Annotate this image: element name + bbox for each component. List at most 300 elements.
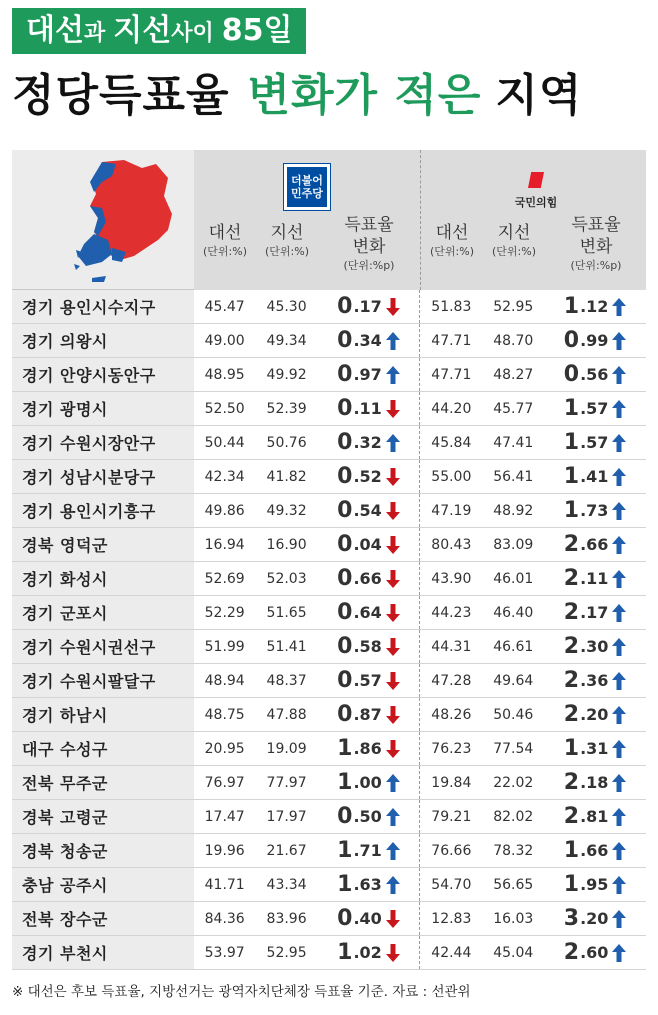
ppp-pres-value: 79.21 xyxy=(431,808,472,825)
region-name: 경기 화성시 xyxy=(12,562,194,595)
dem-change-integer: 0 xyxy=(337,464,353,489)
dem-local-value: 52.03 xyxy=(266,570,307,587)
ppp-change-integer: 2 xyxy=(563,532,580,557)
ppp-change-cell xyxy=(544,906,646,931)
ppp-change-decimal: .57 xyxy=(580,433,609,452)
dem-change-cell xyxy=(318,702,420,727)
up-arrow-icon xyxy=(612,944,626,962)
ppp-logo-text: 국민의힘 xyxy=(514,196,558,209)
ppp-pres-value: 44.20 xyxy=(431,400,472,417)
dem-change-cell xyxy=(318,566,420,591)
ppp-change-cell xyxy=(544,396,646,421)
ppp-change-cell xyxy=(544,498,646,523)
data-table xyxy=(12,150,646,970)
ppp-local-value: 46.01 xyxy=(493,570,534,587)
ppp-pres-value: 47.71 xyxy=(431,332,472,349)
dem-local-value: 50.76 xyxy=(266,434,307,451)
down-arrow-icon xyxy=(386,468,400,486)
dem-change-decimal: .54 xyxy=(353,501,382,520)
dem-local-value: 83.96 xyxy=(266,910,307,927)
ppp-pres-value: 48.26 xyxy=(431,706,472,723)
dem-change-cell xyxy=(318,532,420,557)
dem-change-decimal: .00 xyxy=(353,773,382,792)
dem-logo-line1: 더불어 xyxy=(291,174,323,187)
region-name: 대구 수성구 xyxy=(12,732,194,765)
dem-change-integer: 0 xyxy=(337,498,353,523)
region-name: 경북 고령군 xyxy=(12,800,194,833)
up-arrow-icon xyxy=(612,536,626,554)
down-arrow-icon xyxy=(386,910,400,928)
ppp-pres-value: 51.83 xyxy=(431,298,472,315)
dem-change-decimal: .02 xyxy=(353,943,382,962)
ppp-local-value: 83.09 xyxy=(493,536,534,553)
down-arrow-icon xyxy=(386,944,400,962)
ppp-change-decimal: .12 xyxy=(580,297,609,316)
ppp-local-value: 46.40 xyxy=(493,604,534,621)
ppp-col-local-unit: (단위:%) xyxy=(492,245,536,258)
dem-local-value: 77.97 xyxy=(266,774,307,791)
table-row xyxy=(12,868,646,902)
dem-change-decimal: .66 xyxy=(353,569,382,588)
dem-pres-value: 76.97 xyxy=(204,774,245,791)
ppp-pres-value: 55.00 xyxy=(431,468,472,485)
dem-change-cell xyxy=(318,362,420,387)
dem-pres-value: 49.00 xyxy=(204,332,245,349)
ppp-pres-value: 76.23 xyxy=(431,740,472,757)
ppp-local-value: 46.61 xyxy=(493,638,534,655)
dem-local-value: 49.34 xyxy=(266,332,307,349)
dem-change-cell xyxy=(318,770,420,795)
ppp-change-decimal: .81 xyxy=(580,807,609,826)
table-row xyxy=(12,732,646,766)
ppp-local-value: 45.04 xyxy=(493,944,534,961)
ppp-col-change-unit: (단위:%p) xyxy=(570,259,622,272)
ppp-change-cell xyxy=(544,600,646,625)
region-name: 충남 공주시 xyxy=(12,868,194,901)
table-row xyxy=(12,358,646,392)
dem-change-integer: 1 xyxy=(337,770,353,795)
down-arrow-icon xyxy=(386,502,400,520)
up-arrow-icon xyxy=(612,672,626,690)
ppp-change-integer: 2 xyxy=(563,804,580,829)
ppp-col-change-label2: 변화 xyxy=(579,237,613,257)
region-name: 경기 의왕시 xyxy=(12,324,194,357)
ppp-local-value: 52.95 xyxy=(493,298,534,315)
dem-col-change-unit: (단위:%p) xyxy=(343,259,395,272)
ppp-change-integer: 2 xyxy=(563,770,580,795)
ppp-change-decimal: .20 xyxy=(580,909,609,928)
ppp-change-decimal: .66 xyxy=(580,841,609,860)
ppp-change-cell xyxy=(544,838,646,863)
ppp-change-decimal: .17 xyxy=(580,603,609,622)
ppp-change-decimal: .36 xyxy=(580,671,609,690)
ppp-pres-value: 43.90 xyxy=(431,570,472,587)
ppp-change-cell xyxy=(544,362,646,387)
ppp-change-decimal: .73 xyxy=(580,501,609,520)
table-row xyxy=(12,766,646,800)
ppp-change-decimal: .20 xyxy=(580,705,609,724)
region-name: 경기 군포시 xyxy=(12,596,194,629)
dem-local-value: 19.09 xyxy=(266,740,307,757)
dem-change-cell xyxy=(318,906,420,931)
banner-word-local: 지선 xyxy=(113,13,172,48)
up-arrow-icon xyxy=(386,332,400,350)
ppp-change-cell xyxy=(544,634,646,659)
up-arrow-icon xyxy=(612,842,626,860)
ppp-change-cell xyxy=(544,566,646,591)
ppp-local-value: 22.02 xyxy=(493,774,534,791)
ppp-change-decimal: .31 xyxy=(580,739,609,758)
ppp-change-integer: 2 xyxy=(563,634,580,659)
ppp-pres-value: 76.66 xyxy=(431,842,472,859)
dem-change-integer: 0 xyxy=(337,702,353,727)
down-arrow-icon xyxy=(386,638,400,656)
up-arrow-icon xyxy=(612,434,626,452)
dem-col-change xyxy=(318,214,420,274)
table-body xyxy=(12,290,646,970)
ppp-mark-icon xyxy=(528,172,544,188)
up-arrow-icon xyxy=(612,400,626,418)
up-arrow-icon xyxy=(612,570,626,588)
region-name: 전북 장수군 xyxy=(12,902,194,935)
ppp-pres-value: 44.31 xyxy=(431,638,472,655)
up-arrow-icon xyxy=(386,842,400,860)
ppp-col-pres-label: 대선 xyxy=(435,223,469,243)
dem-change-cell xyxy=(318,464,420,489)
up-arrow-icon xyxy=(612,740,626,758)
dem-col-local-label: 지선 xyxy=(270,223,304,243)
dem-pres-value: 19.96 xyxy=(204,842,245,859)
ppp-pres-value: 42.44 xyxy=(431,944,472,961)
dem-change-cell xyxy=(318,634,420,659)
banner-word-days: 85일 xyxy=(221,13,293,48)
dem-change-cell xyxy=(318,430,420,455)
ppp-pres-value: 54.70 xyxy=(431,876,472,893)
banner-word-between: 사이 xyxy=(171,21,214,46)
down-arrow-icon xyxy=(386,298,400,316)
banner-word-presidential: 대선 xyxy=(26,13,84,48)
ppp-local-value: 47.41 xyxy=(493,434,534,451)
table-row xyxy=(12,902,646,936)
dem-col-local xyxy=(256,222,318,260)
ppp-change-decimal: .95 xyxy=(580,875,609,894)
up-arrow-icon xyxy=(386,366,400,384)
ppp-change-decimal: .66 xyxy=(580,535,609,554)
region-name: 경기 안양시동안구 xyxy=(12,358,194,391)
ppp-change-cell xyxy=(544,464,646,489)
up-arrow-icon xyxy=(386,434,400,452)
ppp-change-integer: 0 xyxy=(563,362,580,387)
ppp-change-integer: 1 xyxy=(563,430,580,455)
up-arrow-icon xyxy=(612,298,626,316)
ppp-change-cell xyxy=(544,532,646,557)
down-arrow-icon xyxy=(386,706,400,724)
ppp-col-change xyxy=(545,214,647,274)
dem-pres-value: 49.86 xyxy=(204,502,245,519)
up-arrow-icon xyxy=(612,774,626,792)
region-name: 경기 성남시분당구 xyxy=(12,460,194,493)
down-arrow-icon xyxy=(386,740,400,758)
dem-change-cell xyxy=(318,668,420,693)
footnote: ※ 대선은 후보 득표율, 지방선거는 광역자치단체장 득표율 기준. 자료 : 선관위 xyxy=(12,984,471,1000)
up-arrow-icon xyxy=(612,366,626,384)
dem-change-decimal: .97 xyxy=(353,365,382,384)
dem-local-value: 52.95 xyxy=(266,944,307,961)
ppp-pres-value: 47.19 xyxy=(431,502,472,519)
ppp-local-value: 48.92 xyxy=(493,502,534,519)
dem-pres-value: 48.95 xyxy=(204,366,245,383)
title-part-1: 정당득표율 xyxy=(12,70,230,121)
region-name: 경기 광명시 xyxy=(12,392,194,425)
region-name: 경북 영덕군 xyxy=(12,528,194,561)
dem-local-value: 49.92 xyxy=(266,366,307,383)
banner-word-and: 과 xyxy=(83,21,106,46)
dem-pres-value: 52.29 xyxy=(204,604,245,621)
ppp-local-value: 45.77 xyxy=(493,400,534,417)
ppp-pres-value: 45.84 xyxy=(431,434,472,451)
ppp-change-cell xyxy=(544,940,646,965)
ppp-pres-value: 80.43 xyxy=(431,536,472,553)
dem-pres-value: 42.34 xyxy=(204,468,245,485)
ppp-change-cell xyxy=(544,872,646,897)
democratic-party-header xyxy=(194,150,420,290)
dem-change-integer: 0 xyxy=(337,804,353,829)
region-name: 경북 청송군 xyxy=(12,834,194,867)
ppp-change-decimal: .60 xyxy=(580,943,609,962)
region-name: 전북 무주군 xyxy=(12,766,194,799)
ppp-change-decimal: .57 xyxy=(580,399,609,418)
dem-col-pres-unit: (단위:%) xyxy=(203,245,247,258)
region-name: 경기 수원시권선구 xyxy=(12,630,194,663)
dem-change-decimal: .32 xyxy=(353,433,382,452)
dem-change-cell xyxy=(318,736,420,761)
table-row xyxy=(12,392,646,426)
ppp-local-value: 78.32 xyxy=(493,842,534,859)
title-part-2: 변화가 적은 xyxy=(247,70,482,121)
ppp-change-cell xyxy=(544,736,646,761)
ppp-local-value: 82.02 xyxy=(493,808,534,825)
dem-change-integer: 1 xyxy=(337,940,353,965)
dem-pres-value: 52.69 xyxy=(204,570,245,587)
up-arrow-icon xyxy=(612,502,626,520)
down-arrow-icon xyxy=(386,604,400,622)
header-banner xyxy=(12,8,306,54)
dem-pres-value: 41.71 xyxy=(204,876,245,893)
up-arrow-icon xyxy=(612,706,626,724)
ppp-change-integer: 1 xyxy=(563,872,580,897)
ppp-pres-value: 44.23 xyxy=(431,604,472,621)
ppp-change-decimal: .30 xyxy=(580,637,609,656)
up-arrow-icon xyxy=(612,468,626,486)
down-arrow-icon xyxy=(386,400,400,418)
dem-change-cell xyxy=(318,838,420,863)
ppp-change-decimal: .41 xyxy=(580,467,609,486)
dem-change-decimal: .71 xyxy=(353,841,382,860)
table-row xyxy=(12,460,646,494)
ppp-party-header xyxy=(420,150,646,290)
ppp-party-logo xyxy=(501,172,571,212)
dem-change-integer: 1 xyxy=(337,838,353,863)
ppp-change-integer: 2 xyxy=(563,566,580,591)
ppp-local-value: 56.41 xyxy=(493,468,534,485)
table-row xyxy=(12,800,646,834)
dem-local-value: 51.65 xyxy=(266,604,307,621)
dem-pres-value: 16.94 xyxy=(204,536,245,553)
ppp-local-value: 50.46 xyxy=(493,706,534,723)
dem-change-integer: 0 xyxy=(337,668,353,693)
table-row xyxy=(12,426,646,460)
dem-change-integer: 0 xyxy=(337,328,353,353)
ppp-pres-value: 47.28 xyxy=(431,672,472,689)
dem-local-value: 21.67 xyxy=(266,842,307,859)
dem-change-cell xyxy=(318,328,420,353)
ppp-pres-value: 19.84 xyxy=(431,774,472,791)
dem-change-decimal: .40 xyxy=(353,909,382,928)
dem-col-change-label2: 변화 xyxy=(352,237,386,257)
ppp-change-integer: 3 xyxy=(563,906,580,931)
dem-change-integer: 1 xyxy=(337,872,353,897)
dem-change-integer: 0 xyxy=(337,430,353,455)
dem-change-cell xyxy=(318,294,420,319)
title-part-3: 지역 xyxy=(495,70,583,121)
dem-change-decimal: .64 xyxy=(353,603,382,622)
dem-local-value: 48.37 xyxy=(266,672,307,689)
up-arrow-icon xyxy=(612,808,626,826)
dem-change-decimal: .52 xyxy=(353,467,382,486)
dem-local-value: 43.34 xyxy=(266,876,307,893)
ppp-change-decimal: .18 xyxy=(580,773,609,792)
dem-col-change-label1: 득표율 xyxy=(344,215,394,235)
dem-change-decimal: .04 xyxy=(353,535,382,554)
ppp-local-value: 48.27 xyxy=(493,366,534,383)
dem-pres-value: 53.97 xyxy=(204,944,245,961)
ppp-change-integer: 1 xyxy=(563,736,580,761)
dem-change-integer: 0 xyxy=(337,906,353,931)
ppp-col-change-label1: 득표율 xyxy=(571,215,621,235)
dem-col-local-unit: (단위:%) xyxy=(265,245,309,258)
ppp-pres-value: 12.83 xyxy=(431,910,472,927)
ppp-change-cell xyxy=(544,668,646,693)
dem-pres-value: 51.99 xyxy=(204,638,245,655)
dem-change-decimal: .86 xyxy=(353,739,382,758)
ppp-pres-value: 47.71 xyxy=(431,366,472,383)
up-arrow-icon xyxy=(612,638,626,656)
dem-logo-line2: 민주당 xyxy=(291,187,323,200)
up-arrow-icon xyxy=(386,876,400,894)
region-name: 경기 용인시기흥구 xyxy=(12,494,194,527)
dem-change-cell xyxy=(318,872,420,897)
ppp-change-cell xyxy=(544,430,646,455)
ppp-change-decimal: .99 xyxy=(580,331,609,350)
table-row xyxy=(12,664,646,698)
dem-change-integer: 0 xyxy=(337,294,353,319)
dem-local-value: 52.39 xyxy=(266,400,307,417)
ppp-change-cell xyxy=(544,770,646,795)
dem-change-decimal: .87 xyxy=(353,705,382,724)
table-row xyxy=(12,494,646,528)
dem-pres-value: 17.47 xyxy=(204,808,245,825)
ppp-change-integer: 1 xyxy=(563,396,580,421)
ppp-change-integer: 1 xyxy=(563,838,580,863)
dem-local-value: 51.41 xyxy=(266,638,307,655)
table-row xyxy=(12,596,646,630)
table-row xyxy=(12,834,646,868)
dem-change-cell xyxy=(318,498,420,523)
region-name: 경기 하남시 xyxy=(12,698,194,731)
ppp-col-local-label: 지선 xyxy=(497,223,531,243)
ppp-change-integer: 2 xyxy=(563,702,580,727)
dem-change-decimal: .50 xyxy=(353,807,382,826)
dem-pres-value: 48.94 xyxy=(204,672,245,689)
table-row xyxy=(12,936,646,970)
dem-change-integer: 0 xyxy=(337,362,353,387)
down-arrow-icon xyxy=(386,672,400,690)
ppp-change-integer: 1 xyxy=(563,498,580,523)
ppp-local-value: 56.65 xyxy=(493,876,534,893)
region-name: 경기 수원시팔달구 xyxy=(12,664,194,697)
ppp-change-cell xyxy=(544,702,646,727)
ppp-local-value: 16.03 xyxy=(493,910,534,927)
korea-map-icon xyxy=(72,156,182,284)
dem-change-decimal: .17 xyxy=(353,297,382,316)
ppp-change-integer: 1 xyxy=(563,294,580,319)
dem-local-value: 16.90 xyxy=(266,536,307,553)
dem-local-value: 41.82 xyxy=(266,468,307,485)
region-name: 경기 용인시수지구 xyxy=(12,290,194,323)
dem-change-cell xyxy=(318,804,420,829)
table-row xyxy=(12,698,646,732)
dem-pres-value: 84.36 xyxy=(204,910,245,927)
up-arrow-icon xyxy=(612,332,626,350)
dem-col-pres-label: 대선 xyxy=(208,223,242,243)
table-row xyxy=(12,528,646,562)
ppp-change-decimal: .11 xyxy=(580,569,609,588)
dem-change-integer: 1 xyxy=(337,736,353,761)
ppp-change-integer: 0 xyxy=(563,328,580,353)
dem-pres-value: 20.95 xyxy=(204,740,245,757)
up-arrow-icon xyxy=(612,604,626,622)
page-title xyxy=(12,66,582,126)
dem-change-decimal: .58 xyxy=(353,637,382,656)
table-header xyxy=(12,150,646,290)
ppp-change-cell xyxy=(544,294,646,319)
dem-change-integer: 0 xyxy=(337,532,353,557)
table-row xyxy=(12,562,646,596)
up-arrow-icon xyxy=(386,808,400,826)
ppp-change-integer: 2 xyxy=(563,940,580,965)
dem-local-value: 49.32 xyxy=(266,502,307,519)
dem-change-cell xyxy=(318,940,420,965)
ppp-local-value: 77.54 xyxy=(493,740,534,757)
ppp-change-integer: 1 xyxy=(563,464,580,489)
dem-change-integer: 0 xyxy=(337,566,353,591)
dem-change-cell xyxy=(318,396,420,421)
ppp-local-value: 49.64 xyxy=(493,672,534,689)
dem-local-value: 17.97 xyxy=(266,808,307,825)
dem-change-decimal: .63 xyxy=(353,875,382,894)
up-arrow-icon xyxy=(612,910,626,928)
ppp-col-pres-unit: (단위:%) xyxy=(430,245,474,258)
dem-pres-value: 45.47 xyxy=(204,298,245,315)
table-row xyxy=(12,290,646,324)
down-arrow-icon xyxy=(386,536,400,554)
ppp-change-cell xyxy=(544,804,646,829)
dem-change-integer: 0 xyxy=(337,600,353,625)
dem-change-integer: 0 xyxy=(337,634,353,659)
dem-change-cell xyxy=(318,600,420,625)
dem-local-value: 47.88 xyxy=(266,706,307,723)
down-arrow-icon xyxy=(386,570,400,588)
